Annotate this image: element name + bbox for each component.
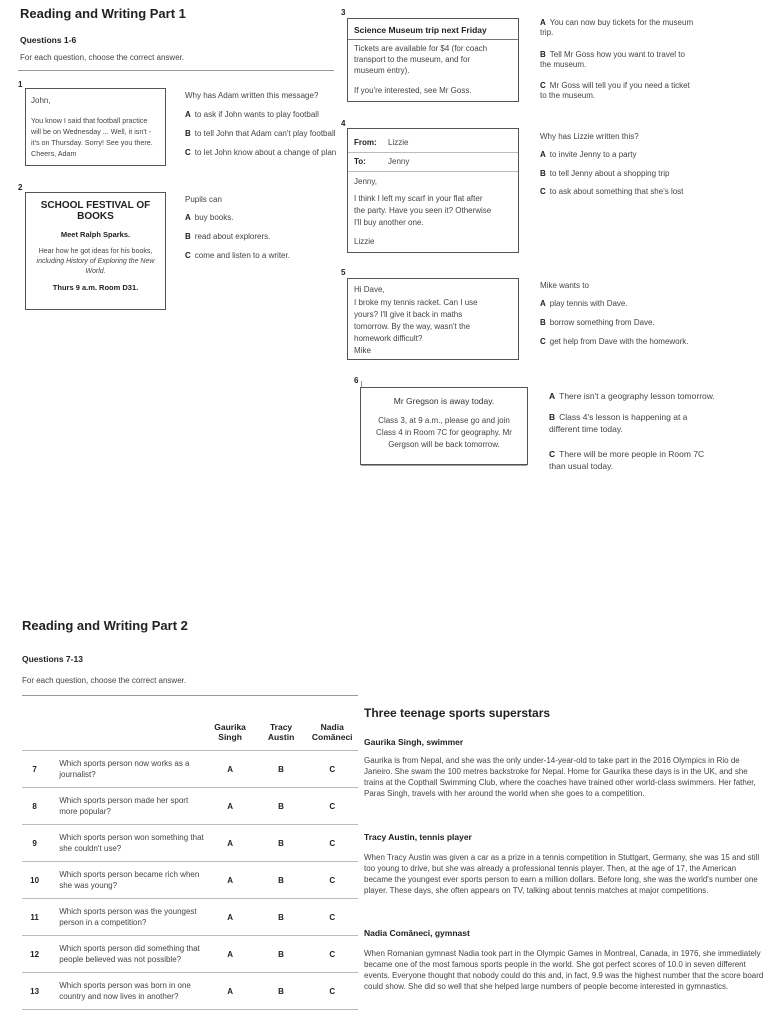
- row-question: Which sports person now works as a journalist?: [47, 751, 204, 788]
- article-title: Three teenage sports superstars: [364, 706, 551, 720]
- section-heading: Nadia Comăneci, gymnast: [364, 928, 470, 938]
- option-b[interactable]: B Tell Mr Goss how you want to travel to the museum.: [540, 50, 685, 69]
- part2-title: Reading and Writing Part 2: [22, 618, 188, 633]
- notice-line: Gergson will be back tomorrow.: [388, 440, 500, 449]
- message-line: I think I left my scarf in your flat after: [354, 194, 483, 203]
- option-a[interactable]: A buy books.: [185, 213, 234, 222]
- header-divider: [348, 171, 518, 172]
- notice-line: Class 4 in Room 7C for geography. Mr: [376, 428, 512, 437]
- poster-box: [25, 192, 166, 310]
- notice-heading: Science Museum trip next Friday: [354, 25, 487, 35]
- answer-a[interactable]: A: [205, 751, 256, 788]
- notice-line: transport to the museum, and for: [354, 55, 471, 64]
- option-b[interactable]: B to tell John that Adam can't play football: [185, 129, 336, 138]
- notice-box: [360, 387, 528, 465]
- table-header-row: [22, 714, 358, 751]
- answer-c[interactable]: C: [306, 788, 358, 825]
- option-a[interactable]: A You can now buy tickets for the museum trip.: [540, 18, 694, 37]
- table-header-blank: [22, 714, 205, 751]
- question-text: Mike wants to: [540, 281, 589, 290]
- question-number: 3: [341, 8, 346, 17]
- poster-title: SCHOOL FESTIVAL OF: [40, 200, 151, 211]
- part1-title: Reading and Writing Part 1: [20, 6, 186, 21]
- message-line: I'll buy another one.: [354, 218, 424, 227]
- row-question: Which sports person did something that people believed was not possible?: [47, 936, 204, 973]
- notice-line: Class 3, at 9 a.m., please go and join: [378, 416, 510, 425]
- column-header: Tracy Austin: [256, 714, 307, 751]
- row-number: 11: [22, 899, 47, 936]
- row-number: 13: [22, 973, 47, 1010]
- note-line: You know I said that football practice: [31, 116, 148, 125]
- column-header: Gaurika Singh: [205, 714, 256, 751]
- notice-divider: [348, 39, 518, 40]
- notice-line: Tickets are available for $4 (for coach: [354, 44, 488, 53]
- message-greeting: Jenny,: [354, 177, 377, 186]
- question-number: 6: [354, 376, 359, 385]
- table-row: [22, 936, 358, 973]
- section-body: When Tracy Austin was given a car as a prize in a tennis competition in Stuttgart, Germany, she was 15 and still too young to drive, but she was already a professional tennis player. Then, at the age of 17, the American became the youngest ever sports person to earn a million dollars. Before long, she was the world's number one player. These days, she often appears on TV, talking about tennis matches at major competitions.: [364, 853, 760, 895]
- answer-c[interactable]: C: [306, 751, 358, 788]
- notice-heading: Mr Gregson is away today.: [393, 396, 495, 406]
- option-a[interactable]: A to invite Jenny to a party: [540, 150, 637, 159]
- part2-questions-label: Questions 7-13: [22, 654, 83, 664]
- option-c[interactable]: C There will be more people in Room 7C than usual today.: [549, 449, 705, 471]
- option-a[interactable]: A to ask if John wants to play football: [185, 110, 319, 119]
- note-signoff: Mike: [354, 346, 371, 355]
- answer-c[interactable]: C: [306, 973, 358, 1010]
- section-body: When Romanian gymnast Nadia took part in the Olympic Games in Montreal, Canada, in 1976, she immediately became one of the most famous sports people in the world. She got perfect scores of 10.0 in seven different events. Everyone thought that nobody could do this and, in fact, 9.9 was the highest number that the score board could show. She did so well that she helped large numbers of people become interested in gymnastics.: [364, 949, 764, 991]
- question-text: Why has Adam written this message?: [185, 91, 319, 100]
- table-row: [22, 788, 358, 825]
- option-b[interactable]: B Class 4's lesson is happening at a different time today.: [549, 412, 688, 434]
- note-signoff: Cheers, Adam: [31, 149, 77, 158]
- row-question: Which sports person won something that she couldn't use?: [47, 825, 204, 862]
- answer-b[interactable]: B: [256, 862, 307, 899]
- poster-title: BOOKS: [77, 211, 114, 222]
- table-row: [22, 751, 358, 788]
- answer-c[interactable]: C: [306, 825, 358, 862]
- question-number: 4: [341, 119, 346, 128]
- part1-divider: [18, 70, 334, 71]
- answer-b[interactable]: B: [256, 788, 307, 825]
- row-question: Which sports person was born in one country and now lives in another?: [47, 973, 204, 1010]
- option-c[interactable]: C to let John know about a change of plan: [185, 148, 337, 157]
- note-line: it's on Thursday. Sorry! See you there.: [31, 138, 153, 147]
- note-line: will be on Wednesday ... Well, it isn't -: [31, 127, 152, 136]
- poster-body: including History of Exploring the New: [36, 258, 155, 265]
- answer-table: [22, 714, 358, 1010]
- notice-line: museum entry).: [354, 66, 410, 75]
- answer-a[interactable]: A: [205, 825, 256, 862]
- to-value: Jenny: [388, 157, 410, 166]
- message-line: the party. Have you seen it? Otherwise: [354, 206, 492, 215]
- section-body: Gaurika is from Nepal, and she was the only under-14-year-old to take part in the 2016 Olympics in Rio de Janeiro. She swam the 100 metres backstroke for Nepal. Home for Gaurika these days is in the UK, and she trains at the Copthall Swimming Club, where the coaches have trained other world-class swimmers. Her father, Paras Singh, travels with her around the world when she goes to a competition.: [364, 756, 756, 798]
- answer-a[interactable]: A: [205, 862, 256, 899]
- option-b[interactable]: B borrow something from Dave.: [540, 318, 655, 327]
- question-number: 5: [341, 268, 346, 277]
- note-line: tomorrow. By the way, wasn't the: [354, 322, 471, 331]
- part2-divider: [22, 695, 358, 696]
- row-number: 12: [22, 936, 47, 973]
- notice-footer: If you're interested, see Mr Goss.: [354, 86, 472, 95]
- poster-time: Thurs 9 a.m. Room D31.: [52, 283, 139, 292]
- answer-b[interactable]: B: [256, 899, 307, 936]
- answer-c[interactable]: C: [306, 899, 358, 936]
- option-b[interactable]: B to tell Jenny about a shopping trip: [540, 169, 670, 178]
- note-box: [25, 88, 166, 166]
- table-row: [22, 899, 358, 936]
- row-number: 8: [22, 788, 47, 825]
- table-row: [22, 862, 358, 899]
- row-number: 10: [22, 862, 47, 899]
- message-box: [347, 128, 519, 253]
- answer-a[interactable]: A: [205, 973, 256, 1010]
- answer-b[interactable]: B: [256, 751, 307, 788]
- question-text: Pupils can: [185, 195, 222, 204]
- question-number: 2: [18, 183, 23, 192]
- option-b[interactable]: B read about explorers.: [185, 232, 271, 241]
- row-number: 9: [22, 825, 47, 862]
- question-number: 1: [18, 80, 23, 89]
- row-question: Which sports person made her sport more popular?: [47, 788, 204, 825]
- part1-questions-label: Questions 1-6: [20, 35, 77, 45]
- part1-instruction: For each question, choose the correct answer.: [20, 53, 185, 62]
- from-label: From:: [354, 138, 377, 147]
- section-heading: Gaurika Singh, swimmer: [364, 737, 464, 747]
- note-line: yours? I'll give it back in maths: [354, 310, 463, 319]
- notice-box: [347, 18, 519, 102]
- answer-a[interactable]: A: [205, 936, 256, 973]
- option-c[interactable]: C Mr Goss will tell you if you need a ticket to the museum.: [540, 81, 690, 100]
- from-value: Lizzie: [388, 138, 409, 147]
- answer-c[interactable]: C: [306, 936, 358, 973]
- poster-body: Hear how he got ideas for his books,: [38, 248, 153, 255]
- note-line: I broke my tennis racket. Can I use: [354, 298, 478, 307]
- option-a[interactable]: A There isn't a geography lesson tomorrow.: [549, 391, 715, 401]
- message-signoff: Lizzie: [354, 237, 375, 246]
- row-question: Which sports person became rich when she was young?: [47, 862, 204, 899]
- header-divider: [348, 152, 518, 153]
- q6-frame-bottom: [361, 465, 527, 466]
- answer-a[interactable]: A: [205, 788, 256, 825]
- row-question: Which sports person was the youngest person in a competition?: [47, 899, 204, 936]
- row-number: 7: [22, 751, 47, 788]
- section-heading: Tracy Austin, tennis player: [364, 832, 472, 842]
- to-label: To:: [354, 157, 366, 166]
- answer-c[interactable]: C: [306, 862, 358, 899]
- table-row: [22, 973, 358, 1010]
- column-header: Nadia Comăneci: [306, 714, 358, 751]
- answer-b[interactable]: B: [256, 973, 307, 1010]
- poster-body: World.: [85, 268, 106, 275]
- note-box: [347, 278, 519, 360]
- answer-b[interactable]: B: [256, 936, 307, 973]
- option-c[interactable]: C to ask about something that she's lost: [540, 187, 684, 196]
- answer-a[interactable]: A: [205, 899, 256, 936]
- question-text: Why has Lizzie written this?: [540, 132, 639, 141]
- option-a[interactable]: A play tennis with Dave.: [540, 299, 628, 308]
- option-c[interactable]: C get help from Dave with the homework.: [540, 337, 689, 346]
- note-greeting: John,: [31, 96, 51, 105]
- note-line: homework difficult?: [354, 334, 423, 343]
- answer-b[interactable]: B: [256, 825, 307, 862]
- note-greeting: Hi Dave,: [354, 285, 385, 294]
- table-row: [22, 825, 358, 862]
- option-c[interactable]: C come and listen to a writer.: [185, 251, 290, 260]
- poster-meet: Meet Ralph Sparks.: [60, 230, 131, 239]
- part2-instruction: For each question, choose the correct answer.: [22, 676, 187, 685]
